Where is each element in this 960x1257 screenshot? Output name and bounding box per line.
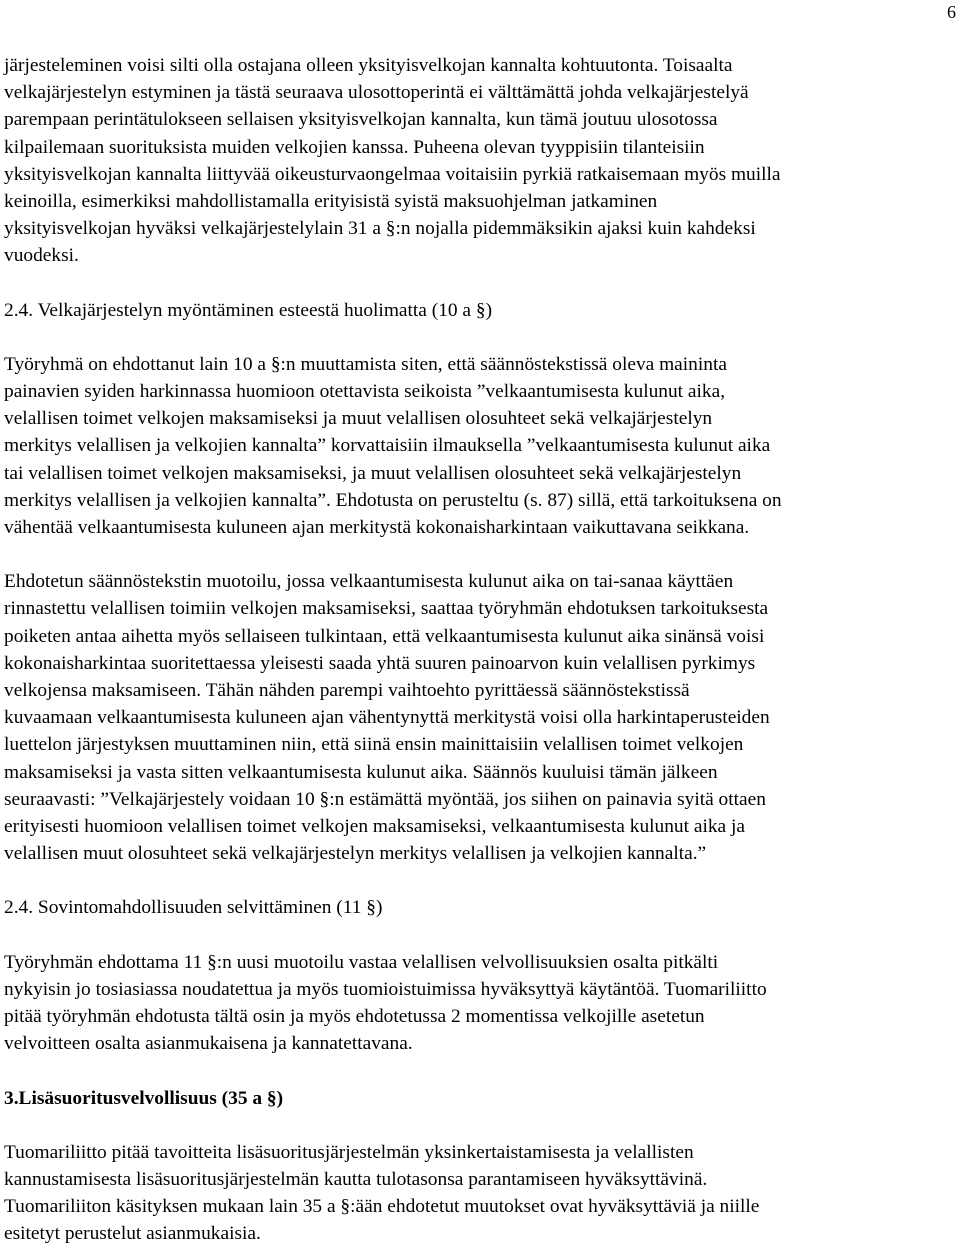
paragraph-tyoryhman-11: Työryhmän ehdottama 11 §:n uusi muotoilu vastaa velallisen velvollisuuksien osalta pitkälti nykyisin jo tosiasiassa noudatettua ja myös tuomioistuimissa hyväksyttyä käytäntöä. Tuomariliitto pitää työryhmän ehdotusta tältä osin ja myös ehdotetussa 2 momentissa velkojille asetetun velvoitteen osalta asianmukaisena ja kannatettavana. <box>4 951 767 1055</box>
spacer <box>4 270 956 297</box>
section-heading-3-lisasuoritusvelvollisuus: 3.Lisäsuoritusvelvollisuus (35 a §) <box>4 1087 284 1109</box>
spacer <box>4 1112 956 1139</box>
paragraph-ehdotetun-saannostekstin: Ehdotetun säännöstekstin muotoilu, jossa velkaantumisesta kulunut aika on tai-sanaa käyttäen rinnastettu velallisen toimiin velkojen maksamiseksi, saattaa työryhmän ehdotuksen tarkoituksesta poiketen antaa aihetta myös sellaiseen tulkintaan, että velkaantumisesta kulunut aika sinänsä voisi kokonaisharkintaa suoritettaessa yleisesti saada yhtä suuren painoarvon kuin velallisen pyrkimys velkojensa maksamiseen. Tähän nähden parempi vaihtoehto pyrittäessä säännöstekstissä kuvaamaan velkaantumisesta kuluneen ajan vähentynyttä merkitystä voisi olla harkintaperusteiden luettelon järjestyksen muuttaminen niin, että siinä ensin mainittaisiin velallisen toimet velkojen maksamiseksi ja vasta sitten velkaantumisesta kulunut aika. Säännös kuuluisi tämän jälkeen seuraavasti: ”Velkajärjestely voidaan 10 §:n estämättä myöntää, jos siihen on painavia syitä ottaen erityisesti huomioon velallisen toimet velkojen maksamiseksi, velkaantumisesta kulunut aika ja velallisen muut olosuhteet sekä velkajärjestelyn merkitys velallisen ja velkojien kannalta.” <box>4 571 770 865</box>
spacer <box>4 867 956 894</box>
section-heading-2-4-velkajarjestelyn-myontaminen: 2.4. Velkajärjestelyn myöntäminen esteestä huolimatta (10 a §) <box>4 299 493 321</box>
section-heading-2-4-sovintomahdollisuus: 2.4. Sovintomahdollisuuden selvittäminen (11 §) <box>4 897 383 919</box>
document-body <box>4 52 956 1248</box>
paragraph-tyoryhma-10a: Työryhmä on ehdottanut lain 10 a §:n muuttamista siten, että säännöstekstissä oleva maininta painavien syiden harkinnassa huomioon otettavista seikoista ”velkaantumisesta kulunut aika, velallisen toimet velkojen maksamiseksi ja muut velallisen olosuhteet sekä velkajärjestelyn merkitys velallisen ja velkojien kannalta” korvattaisiin ilmauksella ”velkaantumisesta kulunut aika tai velallisen toimet velkojen maksamiseksi, ja muut velallisen olosuhteet sekä velkajärjestelyn merkitys velallisen ja velkojien kannalta”. Ehdotusta on perusteltu (s. 87) sillä, että tarkoituksena on vähentää velkaantumisesta kuluneen ajan merkitystä kokonaisharkintaan vaikuttavana seikkana. <box>4 353 782 539</box>
spacer <box>4 324 956 351</box>
spacer <box>4 1058 956 1085</box>
spacer <box>4 541 956 568</box>
paragraph-intro: järjesteleminen voisi silti olla ostajana olleen yksityisvelkojan kannalta kohtuutonta. Toisaalta velkajärjestelyn estyminen ja tästä seuraava ulosottoperintä ei välttämättä johda velkajärjestelyä parempaan perintätulokseen sellaisen yksityisvelkojan kannalta, kun tämä joutuu ulosotossa kilpailemaan suorituksista muiden velkojien kanssa. Puheena olevan tyyppisiin tilanteisiin yksityisvelkojan kannalta liittyvää oikeusturvaongelmaa voitaisiin pyrkiä ratkaisemaan myös muilla keinoilla, esimerkiksi mahdollistamalla erityisistä syistä maksuohjelman jatkaminen yksityisvelkojan hyväksi velkajärjestelylain 31 a §:n nojalla pidemmäksikin ajaksi kuin kahdeksi vuodeksi. <box>4 55 781 267</box>
paragraph-tuomariliitto-35a: Tuomariliitto pitää tavoitteita lisäsuoritusjärjestelmän yksinkertaistamisesta ja velallisten kannustamisesta lisäsuoritusjärjestelmän kautta tulotasonsa parantamiseen hyväksyttävinä. Tuomariliiton käsityksen mukaan lain 35 a §:ään ehdotetut muutokset ovat hyväksyttäviä ja niille esitetyt perustelut asianmukaisia. <box>4 1141 760 1245</box>
page-number: 6 <box>947 2 956 22</box>
spacer <box>4 922 956 949</box>
